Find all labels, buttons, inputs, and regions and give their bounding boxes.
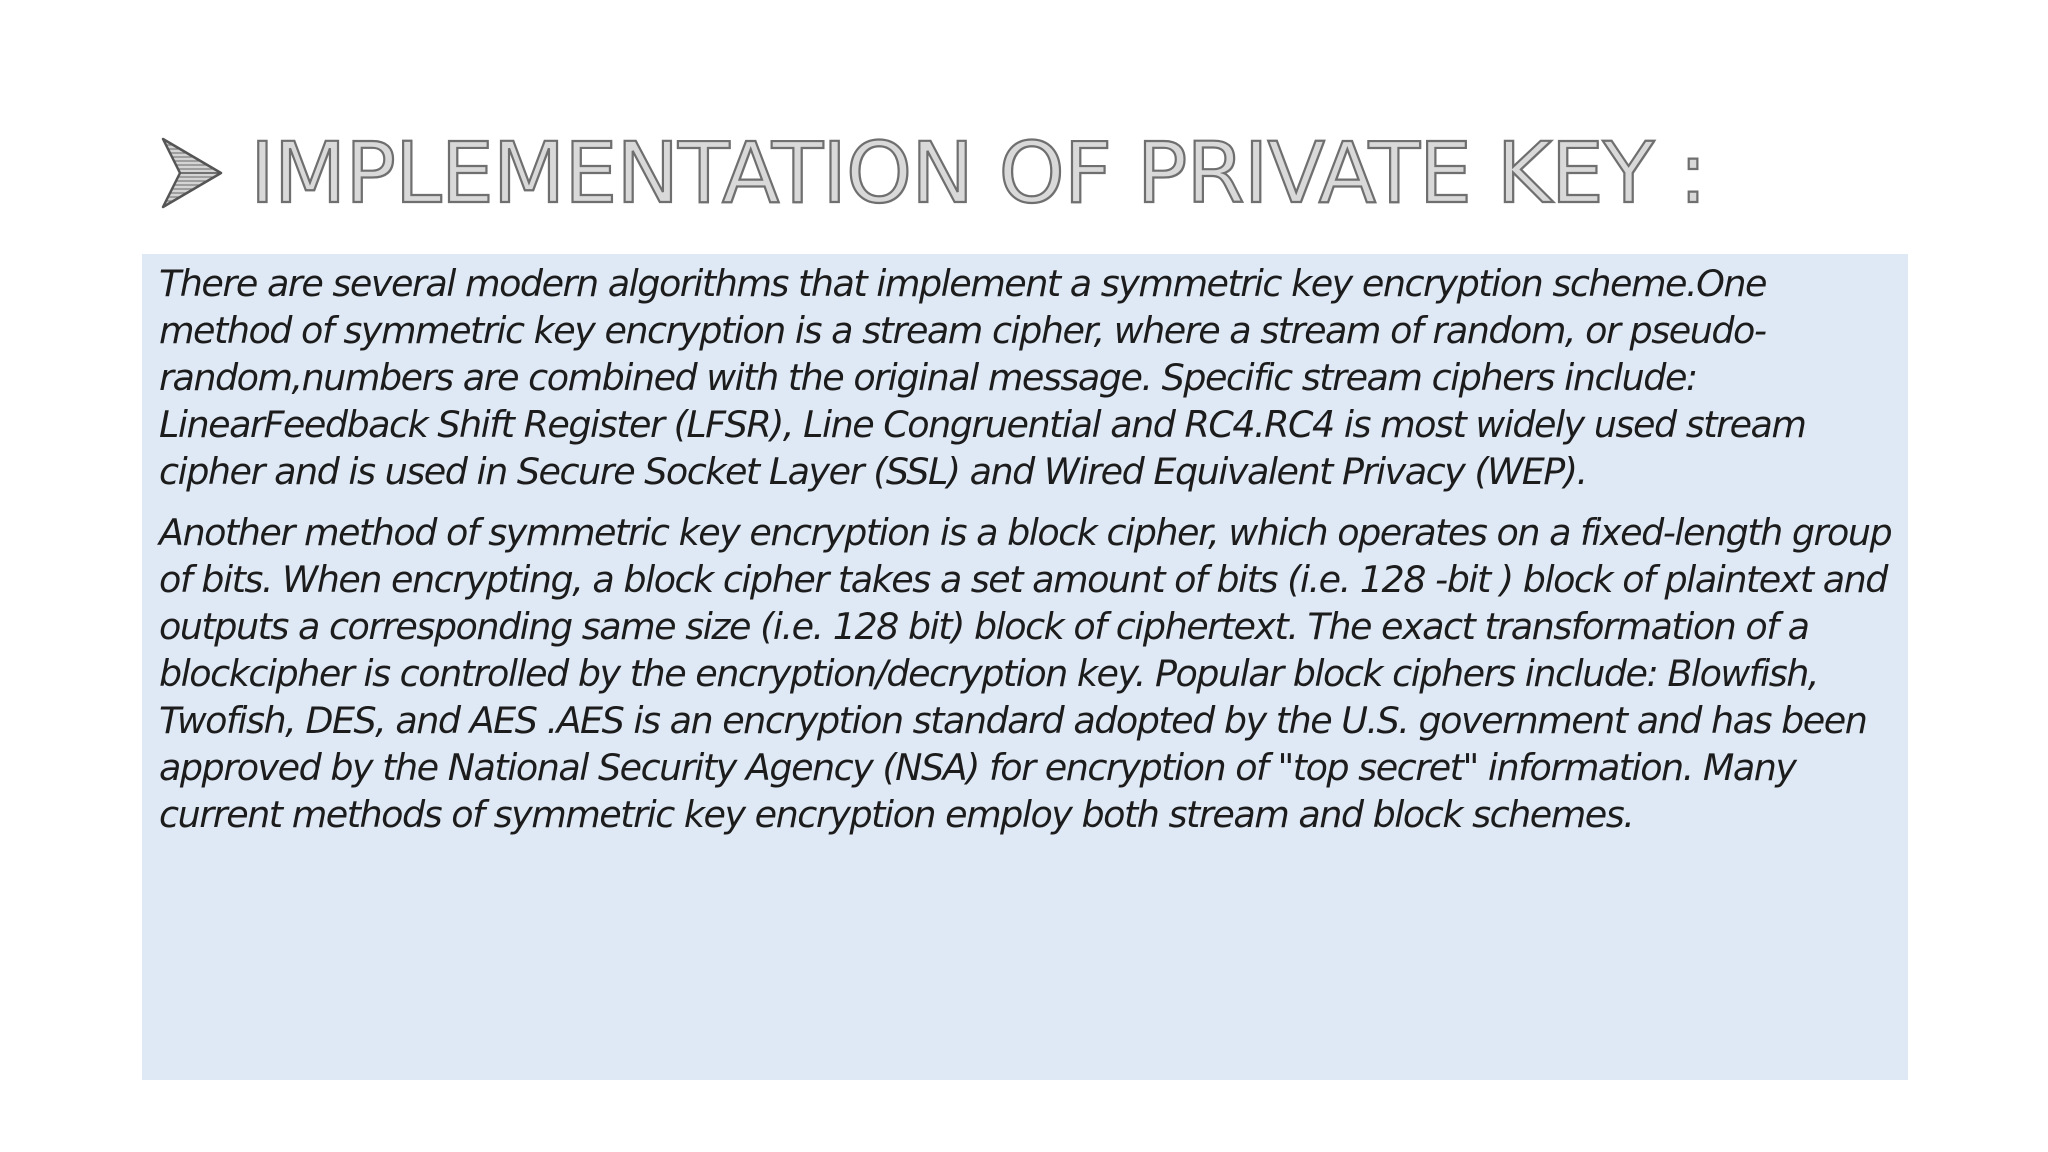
paragraph-stream-cipher: There are several modern algorithms that implement a symmetric key encryption scheme.One method of symmetric key encryption is a stream cipher, where a stream of random, or pseudo-random,numbers are combined with the original message. Specific stream ciphers include: LinearFeedback Shift Register (LFSR), Line Congruential and RC4.RC4 is most widely used stream cipher and is used in Secure Socket Layer (SSL) and Wired Equivalent Privacy (WEP). (159, 262, 1806, 493)
content-box (142, 254, 1908, 1080)
arrow-bullet-icon (160, 135, 224, 211)
slide-title: IMPLEMENTATION OF PRIVATE KEY : (250, 124, 1707, 222)
slide-title-row (160, 118, 1706, 228)
paragraph-block-cipher: Another method of symmetric key encryption is a block cipher, which operates on a fixed-length group of bits. When encrypting, a block cipher takes a set amount of bits (i.e. 128 -bit ) block of plaintext and outputs a corresponding same size (i.e. 128 bit) block of ciphertext. The exact transformation of a blockcipher is controlled by the encryption/decryption key. Popular block ciphers include: Blowfish, Twofish, DES, and AES .AES is an encryption standard adopted by the U.S. government and has been approved by the National Security Agency (NSA) for encryption of "top secret" information. Many current methods of symmetric key encryption employ both stream and block schemes. (159, 511, 1892, 836)
